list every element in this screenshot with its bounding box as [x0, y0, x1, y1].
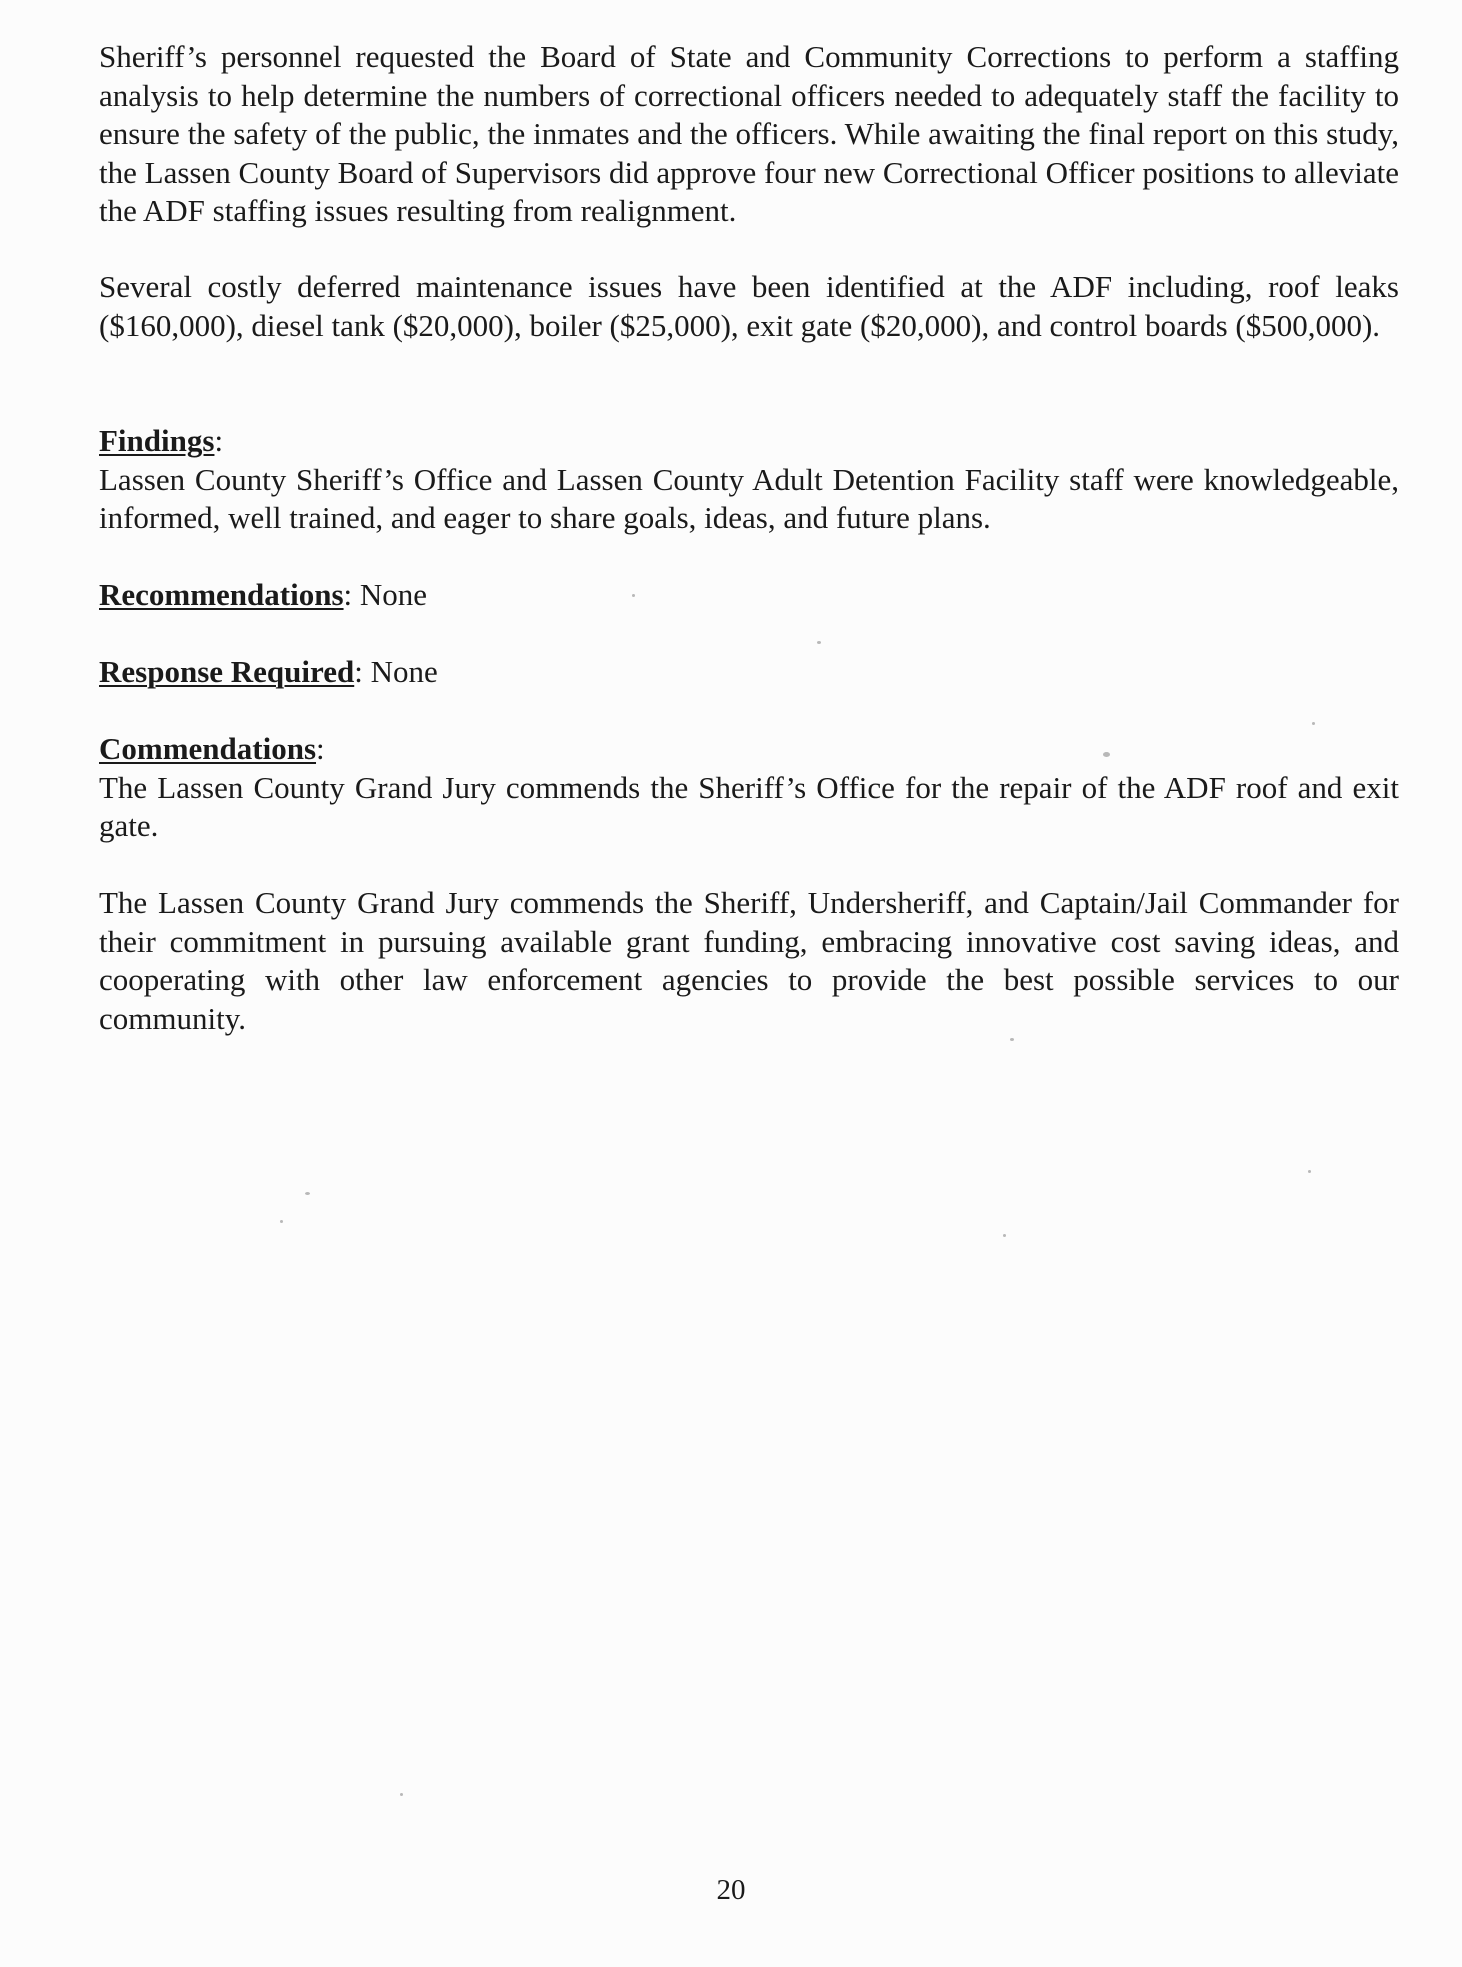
commendations-heading-line [99, 730, 1399, 769]
commendations-heading: Commendations [99, 731, 317, 766]
scan-speck [1308, 1170, 1311, 1173]
response-required-colon: : [354, 654, 363, 689]
response-required-line [99, 653, 438, 692]
scan-speck [305, 1192, 310, 1195]
commendations-text: The Lassen County Grand Jury commends the Sheriff’s Office for the repair of the ADF roof and exit gate. [99, 769, 1399, 843]
scan-speck [632, 594, 635, 597]
paragraph-staffing: Sheriff’s personnel requested the Board of State and Community Corrections to perform a staffing analysis to help determine the numbers of correctional officers needed to adequately staff the facility to ensure the safety of the public, the inmates and the officers. While awaiting the final report on this study, the Lassen County Board of Supervisors did approve four new Correctional Officer positions to alleviate the ADF staffing issues resulting from realignment. [99, 39, 1399, 228]
findings-heading-line [99, 422, 1399, 461]
scan-speck [400, 1793, 403, 1796]
scan-speck [1312, 722, 1315, 725]
scan-speck [817, 641, 821, 644]
commendations-colon: : [316, 731, 325, 766]
recommendations-heading: Recommendations [99, 577, 344, 612]
page-number: 20 [716, 1874, 746, 1906]
recommendations-colon: : [343, 577, 353, 612]
response-required-heading: Response Required [99, 654, 355, 689]
scan-speck [1010, 1038, 1014, 1041]
findings-section [99, 422, 1399, 538]
commendations-text-2: The Lassen County Grand Jury commends the Sheriff, Undersheriff, and Captain/Jail Commander for their commitment in pursuing available grant funding, embracing innovative cost saving ideas, and cooperating with other law enforcement agencies to provide the best possible services to our community. [99, 885, 1399, 1036]
scan-speck [280, 1220, 283, 1223]
commendations-section [99, 730, 1399, 846]
paragraph-maintenance: Several costly deferred maintenance issues have been identified at the ADF including, roof leaks ($160,000), diesel tank ($20,000), boiler ($25,000), exit gate ($20,000), and control boards ($500,000). [99, 269, 1399, 343]
scan-speck [1003, 1234, 1006, 1237]
findings-colon: : [214, 423, 224, 458]
response-required-value: None [362, 654, 438, 689]
findings-text: Lassen County Sheriff’s Office and Lassen County Adult Detention Facility staff were knowledgeable, informed, well trained, and eager to share goals, ideas, and future plans. [99, 461, 1399, 535]
scan-speck [1103, 752, 1110, 757]
recommendations-value: None [352, 577, 428, 612]
recommendations-line [99, 576, 427, 615]
findings-heading: Findings [99, 423, 215, 458]
